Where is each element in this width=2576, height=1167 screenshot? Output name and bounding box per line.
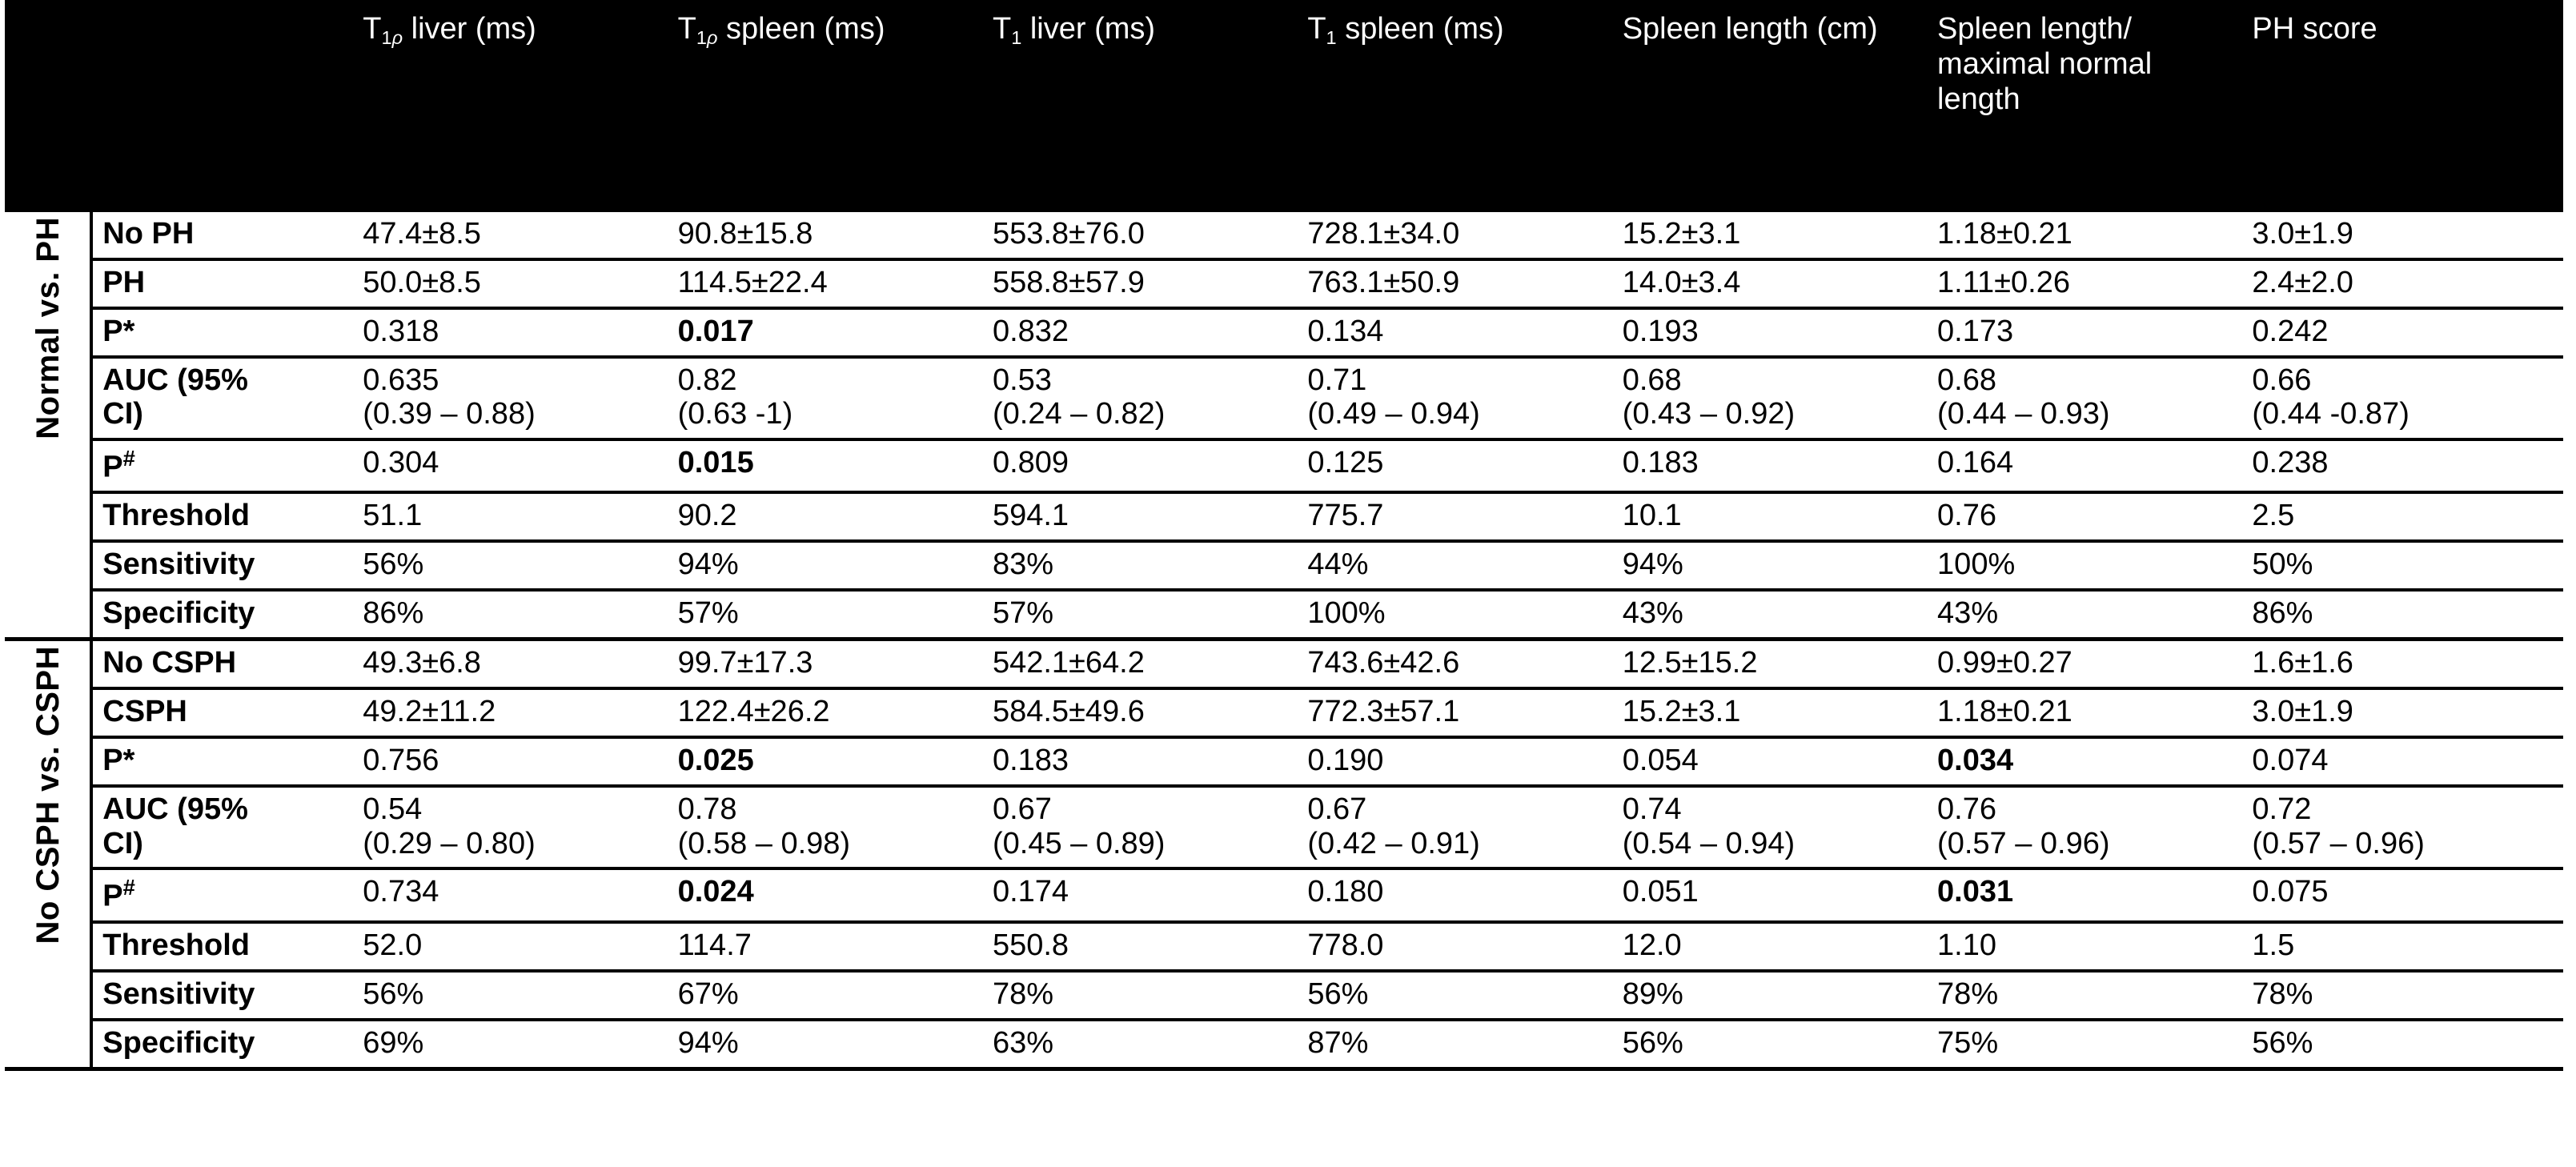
row-label: No CSPH [91, 640, 353, 689]
data-cell [668, 308, 983, 357]
data-cell [1298, 922, 1612, 971]
cell-value: 114.5±22.4 [677, 265, 828, 299]
data-cell [353, 541, 668, 590]
data-cell [1613, 922, 1928, 971]
data-cell [1298, 868, 1612, 922]
cell-value: 0.017 [677, 314, 754, 348]
table-row [5, 590, 2563, 640]
cell-value: 0.72 [2252, 792, 2312, 827]
data-cell [1298, 308, 1612, 357]
data-cell [353, 688, 668, 737]
table-row [5, 971, 2563, 1020]
cell-value: 94% [1622, 547, 1683, 582]
cell-value: 778.0 [1307, 928, 1384, 962]
table-row [5, 541, 2563, 590]
header-cell-ph-score: PH score [2252, 12, 2377, 46]
cell-value: 0.809 [992, 445, 1069, 479]
cell-value: 0.075 [2252, 875, 2329, 909]
data-cell [983, 590, 1298, 640]
data-cell [1928, 640, 2242, 689]
data-cell [668, 357, 983, 439]
data-cell [1613, 688, 1928, 737]
cell-value: 57% [677, 596, 739, 631]
data-cell [353, 868, 668, 922]
cell-value: 772.3±57.1 [1307, 695, 1460, 729]
data-cell [1928, 1020, 2242, 1069]
cell-value: 87% [1307, 1026, 1369, 1060]
cell-value: 78% [2252, 977, 2313, 1011]
data-cell [2242, 971, 2563, 1020]
data-cell [2242, 688, 2563, 737]
data-cell [1928, 492, 2242, 541]
cell-value: 90.8±15.8 [677, 216, 813, 251]
cell-value: 43% [1622, 596, 1683, 631]
cell-value: 0.031 [1937, 875, 2014, 909]
data-cell [2242, 357, 2563, 439]
cell-value: 0.193 [1622, 314, 1699, 348]
data-cell [353, 590, 668, 640]
table-row [5, 640, 2563, 689]
cell-value: 12.0 [1622, 928, 1682, 962]
data-cell [2242, 492, 2563, 541]
cell-value: 0.66 [2252, 363, 2312, 397]
table-row [5, 492, 2563, 541]
group-label-normal-vs-ph [5, 210, 91, 640]
table-header [5, 0, 2563, 210]
data-cell [1298, 737, 1612, 786]
data-cell [2242, 439, 2563, 493]
cell-value: 0.67 [992, 792, 1052, 827]
cell-value: 56% [363, 547, 424, 582]
data-cell [668, 1020, 983, 1069]
data-cell [1298, 590, 1612, 640]
results-table [5, 0, 2563, 1071]
data-cell [1613, 737, 1928, 786]
cell-value: 56% [363, 977, 424, 1011]
data-cell [668, 737, 983, 786]
cell-value: 63% [992, 1026, 1054, 1060]
data-cell [1298, 640, 1612, 689]
cell-value: (0.44 -0.87) [2252, 397, 2409, 431]
cell-value: (0.42 – 0.91) [1307, 826, 1480, 860]
header-cell-t1rho-spleen: $T_{1\rho}$ spleen (ms) [677, 12, 885, 48]
data-cell [1298, 259, 1612, 308]
data-cell [1298, 492, 1612, 541]
data-cell [353, 1020, 668, 1069]
cell-value: (0.44 – 0.93) [1937, 397, 2110, 431]
data-cell [2242, 210, 2563, 259]
data-cell [2242, 541, 2563, 590]
row-label: AUC (95% CI) [91, 357, 353, 439]
cell-value: 553.8±76.0 [992, 216, 1145, 251]
cell-value: (0.29 – 0.80) [363, 826, 536, 860]
table-row [5, 737, 2563, 786]
cell-value: 122.4±26.2 [677, 695, 830, 729]
data-cell [668, 590, 983, 640]
data-cell [983, 541, 1298, 590]
cell-value: 0.183 [1622, 445, 1699, 479]
cell-value: 1.18±0.21 [1937, 216, 2072, 251]
cell-value: (0.57 – 0.96) [2252, 826, 2425, 860]
cell-value: 0.99±0.27 [1937, 646, 2072, 680]
data-cell [353, 259, 668, 308]
cell-value: 49.3±6.8 [363, 646, 481, 680]
table-row [5, 357, 2563, 439]
cell-value: 0.024 [677, 875, 754, 909]
cell-value: 0.635 [363, 363, 439, 397]
cell-value: 1.11±0.26 [1937, 265, 2070, 299]
cell-value: 0.76 [1937, 792, 1997, 827]
cell-value: 0.164 [1937, 445, 2014, 479]
table-row [5, 439, 2563, 493]
cell-value: 56% [1307, 977, 1369, 1011]
data-cell [983, 259, 1298, 308]
cell-value: (0.39 – 0.88) [363, 397, 536, 431]
data-cell [1613, 492, 1928, 541]
cell-value: 67% [677, 977, 739, 1011]
cell-value: 0.68 [1622, 363, 1682, 397]
data-cell [353, 357, 668, 439]
data-cell [2242, 640, 2563, 689]
cell-value: 0.174 [992, 875, 1069, 909]
cell-value: 0.173 [1937, 314, 2014, 348]
cell-value: 0.025 [677, 744, 754, 778]
cell-value: 0.53 [992, 363, 1052, 397]
row-label: CSPH [91, 688, 353, 737]
data-cell [1928, 922, 2242, 971]
table-row [5, 688, 2563, 737]
cell-value: 0.242 [2252, 314, 2329, 348]
data-cell [353, 640, 668, 689]
row-label: Specificity [91, 590, 353, 640]
data-cell [1613, 439, 1928, 493]
cell-value: (0.54 – 0.94) [1622, 826, 1796, 860]
data-cell [983, 492, 1298, 541]
row-label: Sensitivity [91, 971, 353, 1020]
cell-value: 0.74 [1622, 792, 1682, 827]
data-cell [1928, 971, 2242, 1020]
data-cell [2242, 868, 2563, 922]
data-cell [983, 439, 1298, 493]
cell-value: 0.134 [1307, 314, 1384, 348]
cell-value: (0.43 – 0.92) [1622, 397, 1796, 431]
cell-value: 550.8 [992, 928, 1069, 962]
data-cell [668, 492, 983, 541]
data-cell [1613, 541, 1928, 590]
data-cell [983, 640, 1298, 689]
data-cell [983, 786, 1298, 868]
row-label: AUC (95% CI) [91, 786, 353, 868]
data-cell [2242, 1020, 2563, 1069]
data-cell [1613, 308, 1928, 357]
data-cell [1928, 308, 2242, 357]
row-label: Threshold [91, 492, 353, 541]
header-cell-spleen-length: Spleen length (cm) [1622, 12, 1878, 46]
row-label: Sensitivity [91, 541, 353, 590]
data-cell [1928, 590, 2242, 640]
data-cell [983, 210, 1298, 259]
cell-value: 50% [2252, 547, 2313, 582]
data-cell [668, 971, 983, 1020]
cell-value: 78% [1937, 977, 1999, 1011]
cell-value: 584.5±49.6 [992, 695, 1145, 729]
data-cell [1298, 439, 1612, 493]
cell-value: 0.238 [2252, 445, 2329, 479]
data-cell [668, 259, 983, 308]
row-label: P# [91, 439, 353, 493]
cell-value: 44% [1307, 547, 1369, 582]
row-label: No PH [91, 210, 353, 259]
cell-value: 49.2±11.2 [363, 695, 496, 729]
data-cell [353, 786, 668, 868]
cell-value: 0.190 [1307, 744, 1384, 778]
table-row [5, 308, 2563, 357]
data-cell [1613, 357, 1928, 439]
cell-value: 57% [992, 596, 1054, 631]
cell-value: 0.180 [1307, 875, 1384, 909]
data-cell [1613, 1020, 1928, 1069]
data-cell [353, 439, 668, 493]
cell-value: 0.68 [1937, 363, 1997, 397]
cell-value: 47.4±8.5 [363, 216, 481, 251]
cell-value: 743.6±42.6 [1307, 646, 1460, 680]
data-cell [353, 922, 668, 971]
cell-value: 3.0±1.9 [2252, 216, 2353, 251]
cell-value: 94% [677, 1026, 739, 1060]
data-cell [983, 922, 1298, 971]
cell-value: 0.183 [992, 744, 1069, 778]
data-cell [668, 640, 983, 689]
cell-value: (0.45 – 0.89) [992, 826, 1166, 860]
group-label-no-csph-vs-csph [5, 640, 91, 1069]
cell-value: 1.6±1.6 [2252, 646, 2353, 680]
table-row [5, 259, 2563, 308]
cell-value: 0.015 [677, 445, 754, 479]
data-cell [983, 1020, 1298, 1069]
data-cell [2242, 308, 2563, 357]
cell-value: 0.074 [2252, 744, 2329, 778]
cell-value: 43% [1937, 596, 1999, 631]
cell-value: 99.7±17.3 [677, 646, 813, 680]
table-row [5, 210, 2563, 259]
cell-value: 2.5 [2252, 499, 2295, 533]
cell-value: 0.051 [1622, 875, 1699, 909]
group-label-text: Normal vs. PH [30, 216, 66, 439]
cell-value: 1.5 [2252, 928, 2295, 962]
data-cell [668, 541, 983, 590]
data-cell [983, 868, 1298, 922]
data-cell [353, 308, 668, 357]
group-label-text: No CSPH vs. CSPH [30, 646, 66, 944]
cell-value: (0.24 – 0.82) [992, 397, 1166, 431]
cell-value: 1.18±0.21 [1937, 695, 2072, 729]
data-cell [1613, 786, 1928, 868]
table-header-row [5, 0, 2563, 210]
cell-value: 100% [1937, 547, 2016, 582]
data-cell [668, 439, 983, 493]
data-cell [1298, 786, 1612, 868]
cell-value: 69% [363, 1026, 424, 1060]
row-label: P* [91, 308, 353, 357]
table-row [5, 1020, 2563, 1069]
data-cell [1613, 971, 1928, 1020]
cell-value: 0.67 [1307, 792, 1367, 827]
data-cell [1928, 868, 2242, 922]
header-cell-empty [5, 0, 353, 210]
data-cell [1928, 786, 2242, 868]
cell-value: 12.5±15.2 [1622, 646, 1758, 680]
table-row [5, 868, 2563, 922]
cell-value: 0.82 [677, 363, 737, 397]
cell-value: 78% [992, 977, 1054, 1011]
cell-value: 0.318 [363, 314, 439, 348]
cell-value: 83% [992, 547, 1054, 582]
cell-value: 1.10 [1937, 928, 1997, 962]
cell-value: 0.76 [1937, 499, 1997, 533]
cell-value: 52.0 [363, 928, 423, 962]
cell-value: (0.63 -1) [677, 397, 793, 431]
cell-value: 94% [677, 547, 739, 582]
cell-value: 75% [1937, 1026, 1999, 1060]
cell-value: 56% [2252, 1026, 2313, 1060]
data-cell [1298, 971, 1612, 1020]
data-cell [668, 210, 983, 259]
cell-value: 14.0±3.4 [1622, 265, 1741, 299]
cell-value: (0.58 – 0.98) [677, 826, 851, 860]
cell-value: 15.2±3.1 [1622, 695, 1741, 729]
cell-value: 542.1±64.2 [992, 646, 1145, 680]
data-cell [668, 786, 983, 868]
cell-value: 100% [1307, 596, 1386, 631]
cell-value: 0.71 [1307, 363, 1367, 397]
cell-value: 10.1 [1622, 499, 1682, 533]
data-cell [2242, 259, 2563, 308]
cell-value: 0.734 [363, 875, 439, 909]
table-body [5, 210, 2563, 1069]
cell-value: 594.1 [992, 499, 1069, 533]
data-cell [983, 357, 1298, 439]
data-cell [1928, 357, 2242, 439]
header-cell-t1rho-liver: $T_{1\rho}$ liver (ms) [363, 12, 536, 48]
data-cell [353, 492, 668, 541]
data-cell [2242, 786, 2563, 868]
cell-value: 86% [2252, 596, 2313, 631]
data-cell [1928, 541, 2242, 590]
data-cell [353, 971, 668, 1020]
cell-value: (0.49 – 0.94) [1307, 397, 1480, 431]
cell-value: 0.304 [363, 445, 439, 479]
cell-value: 89% [1622, 977, 1683, 1011]
cell-value: 0.54 [363, 792, 423, 827]
data-cell [1928, 688, 2242, 737]
row-label: Threshold [91, 922, 353, 971]
table-row [5, 786, 2563, 868]
cell-value: 114.7 [677, 928, 752, 962]
cell-value: 558.8±57.9 [992, 265, 1145, 299]
cell-value: 50.0±8.5 [363, 265, 481, 299]
cell-value: 90.2 [677, 499, 737, 533]
cell-value: 51.1 [363, 499, 423, 533]
row-label: PH [91, 259, 353, 308]
data-cell [1298, 1020, 1612, 1069]
data-cell [1613, 590, 1928, 640]
cell-value: 0.034 [1937, 744, 2014, 778]
cell-value: 728.1±34.0 [1307, 216, 1460, 251]
data-cell [1298, 357, 1612, 439]
cell-value: 0.125 [1307, 445, 1384, 479]
row-label: P* [91, 737, 353, 786]
data-cell [1613, 868, 1928, 922]
data-cell [983, 308, 1298, 357]
cell-value: 15.2±3.1 [1622, 216, 1741, 251]
data-cell [1298, 210, 1612, 259]
row-label: P# [91, 868, 353, 922]
cell-value: 775.7 [1307, 499, 1384, 533]
data-cell [1928, 439, 2242, 493]
data-cell [1928, 737, 2242, 786]
header-cell-t1-liver: $T_1$ liver (ms) [992, 12, 1156, 48]
cell-value: 0.054 [1622, 744, 1699, 778]
data-cell [1613, 210, 1928, 259]
data-cell [353, 737, 668, 786]
data-cell [983, 971, 1298, 1020]
data-cell [1928, 259, 2242, 308]
cell-value: 0.832 [992, 314, 1069, 348]
data-cell [1613, 640, 1928, 689]
cell-value: 3.0±1.9 [2252, 695, 2353, 729]
data-cell [1928, 210, 2242, 259]
header-cell-spleen-ratio: Spleen length/ maximal normal length [1937, 12, 2153, 117]
data-cell [668, 922, 983, 971]
data-cell [983, 688, 1298, 737]
cell-value: 2.4±2.0 [2252, 265, 2353, 299]
data-cell [668, 688, 983, 737]
cell-value: 56% [1622, 1026, 1683, 1060]
data-cell [1298, 688, 1612, 737]
cell-value: 763.1±50.9 [1307, 265, 1460, 299]
data-cell [2242, 922, 2563, 971]
cell-value: 0.78 [677, 792, 737, 827]
data-cell [2242, 737, 2563, 786]
cell-value: 0.756 [363, 744, 439, 778]
data-cell [983, 737, 1298, 786]
table-row [5, 922, 2563, 971]
cell-value: 86% [363, 596, 424, 631]
row-label: Specificity [91, 1020, 353, 1069]
data-cell [2242, 590, 2563, 640]
data-cell [1298, 541, 1612, 590]
cell-value: (0.57 – 0.96) [1937, 826, 2110, 860]
data-cell [353, 210, 668, 259]
data-cell [1613, 259, 1928, 308]
data-cell [668, 868, 983, 922]
header-cell-t1-spleen: $T_1$ spleen (ms) [1307, 12, 1504, 48]
